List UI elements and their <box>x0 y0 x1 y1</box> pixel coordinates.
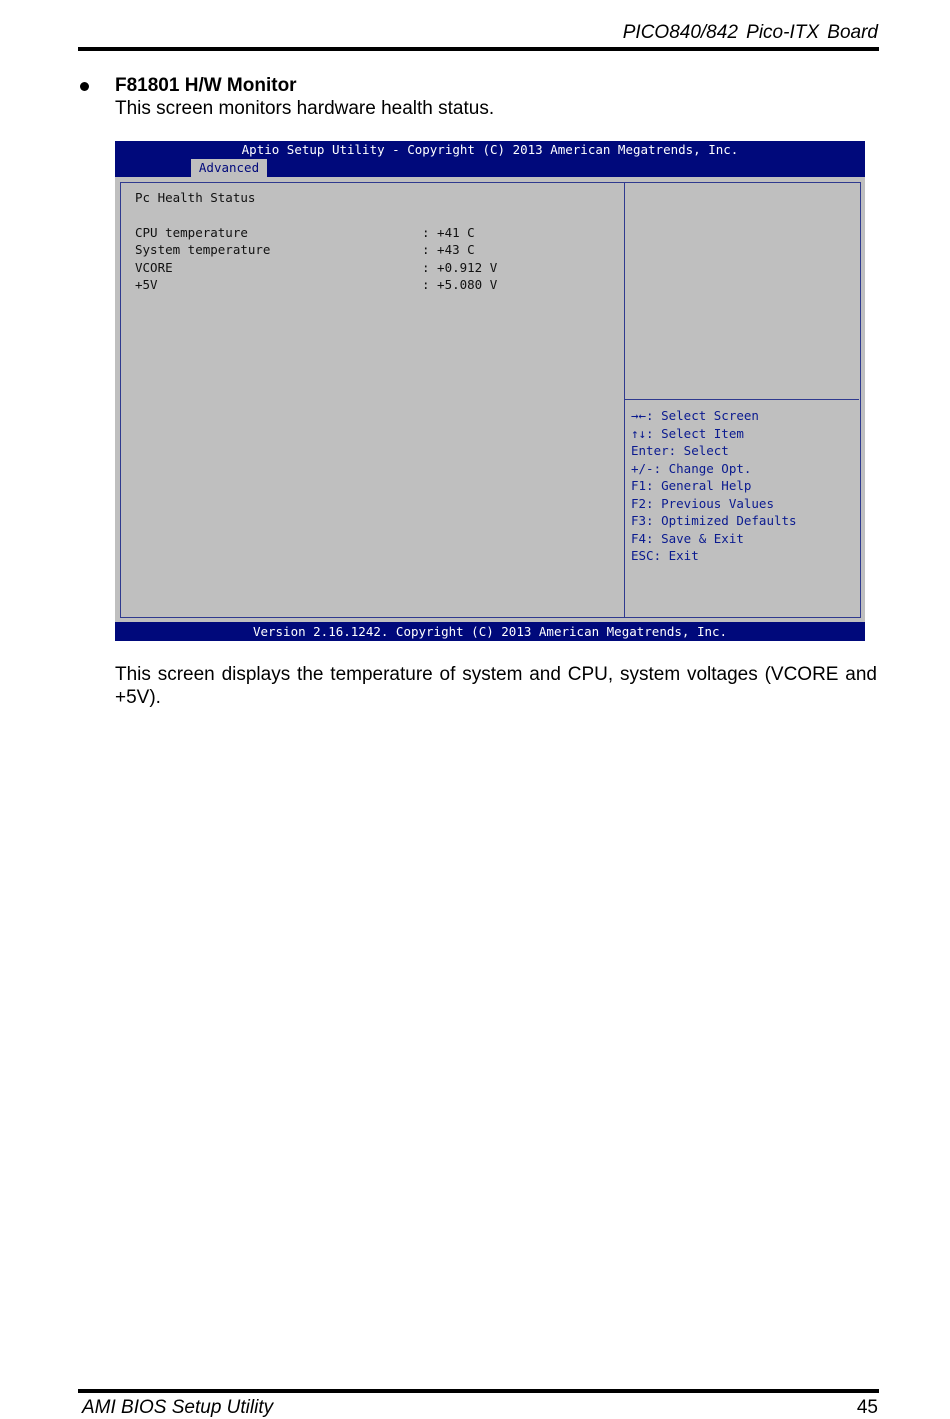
help-change-opt: +/-: Change Opt. <box>631 460 752 476</box>
bios-row-value: : +5.080 V <box>422 277 498 292</box>
help-select-screen: →←: Select Screen <box>631 408 759 423</box>
bullet-icon <box>80 82 89 91</box>
bios-row-label: VCORE <box>135 260 173 275</box>
bios-row-label: System temperature <box>135 242 271 257</box>
page-header-title: PICO840/842 Pico-ITX Board <box>622 22 878 43</box>
bios-help-panel <box>631 407 797 565</box>
help-general-help: F1: General Help <box>631 478 752 493</box>
header-rule <box>78 47 879 51</box>
bios-row-value: : +0.912 V <box>422 260 498 275</box>
bios-title-bar <box>115 141 865 177</box>
bios-divider-horizontal <box>625 399 859 400</box>
bios-section-heading: Pc Health Status <box>135 190 256 205</box>
bios-title: Aptio Setup Utility - Copyright (C) 2013 American Megatrends, Inc. <box>241 142 739 157</box>
help-enter-select: Enter: Select <box>631 443 729 458</box>
bios-screenshot <box>115 141 865 641</box>
bios-status-bar <box>115 622 865 641</box>
bios-row-value: : +41 C <box>422 225 475 240</box>
help-exit: ESC: Exit <box>631 548 699 563</box>
footer-rule <box>78 1389 879 1393</box>
bios-row-label: +5V <box>135 277 158 292</box>
help-previous-values: F2: Previous Values <box>631 495 774 511</box>
bios-row-label: CPU temperature <box>135 225 248 240</box>
section-intro: This screen monitors hardware health status. <box>115 98 495 119</box>
tab-advanced[interactable]: Advanced <box>191 159 267 177</box>
page-number: 45 <box>856 1397 878 1418</box>
help-optimized-defaults: F3: Optimized Defaults <box>631 513 797 528</box>
help-save-exit: F4: Save & Exit <box>631 530 744 546</box>
bios-row-value: : +43 C <box>422 242 475 257</box>
footer-title: AMI BIOS Setup Utility <box>82 1397 274 1418</box>
bios-version: Version 2.16.1242. Copyright (C) 2013 American Megatrends, Inc. <box>252 624 728 639</box>
section-heading: F81801 H/W Monitor <box>115 75 297 96</box>
section-description: This screen displays the temperature of system and CPU, system voltages (VCORE and +5V). <box>115 664 877 708</box>
help-select-item: ↑↓: Select Item <box>631 425 744 441</box>
